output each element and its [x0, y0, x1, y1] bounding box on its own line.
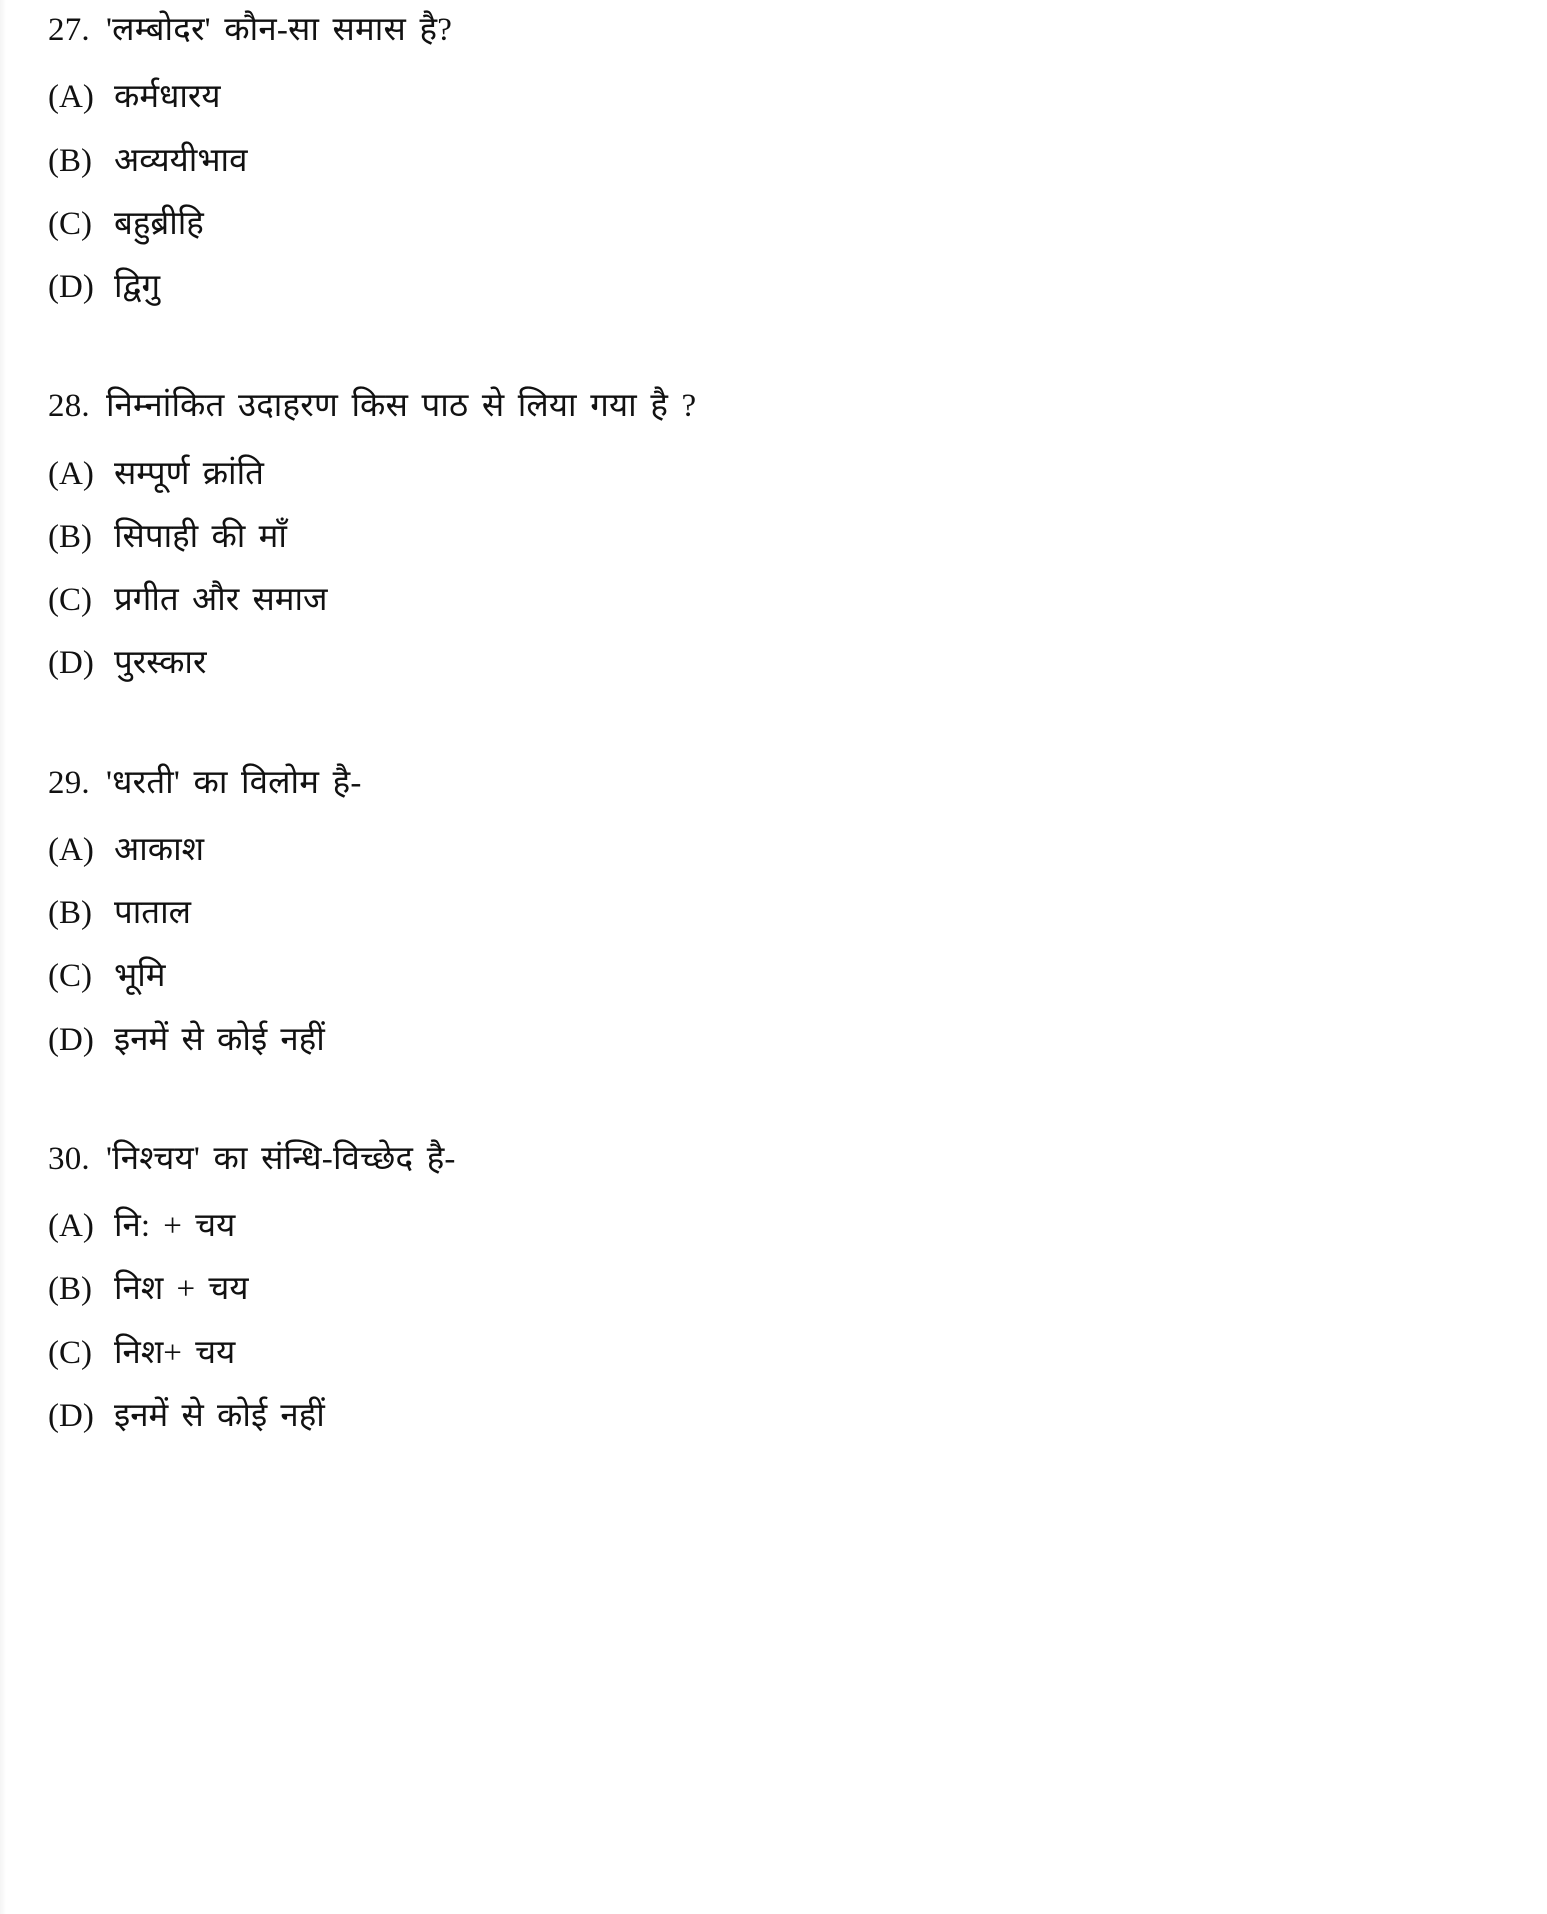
- option-label: (B): [48, 142, 92, 179]
- question-line: [48, 10, 1477, 51]
- question-text: 'धरती' का विलोम है-: [106, 764, 362, 801]
- option-text: कर्मधारय: [114, 79, 221, 116]
- option-row[interactable]: [48, 454, 1477, 495]
- option-text: निश + चय: [114, 1271, 249, 1308]
- question-line: [48, 763, 1477, 804]
- option-row[interactable]: [48, 1333, 1477, 1374]
- option-row[interactable]: [48, 580, 1477, 621]
- option-row[interactable]: [48, 830, 1477, 871]
- option-text: सिपाही की माँ: [114, 518, 287, 555]
- option-text: निश+ चय: [114, 1334, 236, 1371]
- option-label: (C): [48, 1334, 92, 1371]
- option-text: इनमें से कोई नहीं: [114, 1021, 325, 1058]
- option-label: (D): [48, 1021, 94, 1058]
- option-row[interactable]: [48, 893, 1477, 934]
- question-block: [48, 763, 1477, 1061]
- option-text: प्रगीत और समाज: [114, 582, 328, 618]
- option-row[interactable]: [48, 1020, 1477, 1061]
- question-number: 27.: [48, 12, 90, 48]
- option-text: सम्पूर्ण क्रांति: [114, 455, 264, 492]
- option-label: (C): [48, 958, 92, 995]
- option-label: (D): [48, 269, 94, 305]
- option-row[interactable]: [48, 643, 1477, 684]
- option-row[interactable]: [48, 77, 1477, 118]
- option-text: पाताल: [114, 895, 192, 931]
- question-number: 28.: [48, 388, 90, 425]
- option-row[interactable]: [48, 204, 1477, 245]
- option-label: (C): [48, 205, 92, 242]
- option-row[interactable]: [48, 267, 1477, 308]
- option-label: (A): [48, 455, 94, 492]
- option-label: (A): [48, 831, 94, 868]
- option-row[interactable]: [48, 141, 1477, 182]
- question-number: 30.: [48, 1140, 90, 1177]
- question-line: [48, 1139, 1477, 1180]
- question-number: 29.: [48, 764, 90, 801]
- option-row[interactable]: [48, 1396, 1477, 1437]
- question-block: [48, 386, 1477, 684]
- question-text: 'निश्चय' का संन्धि-विच्छेद है-: [106, 1140, 456, 1177]
- question-text: 'लम्बोदर' कौन-सा समास है?: [106, 12, 453, 48]
- option-label: (B): [48, 518, 92, 555]
- option-label: (A): [48, 79, 94, 116]
- question-line: [48, 386, 1477, 427]
- option-text: पुरस्कार: [114, 645, 207, 682]
- option-row[interactable]: [48, 1269, 1477, 1310]
- option-text: नि: + चय: [114, 1208, 236, 1244]
- option-text: इनमें से कोई नहीं: [114, 1397, 325, 1434]
- option-label: (D): [48, 1397, 94, 1434]
- option-text: बहुब्रीहि: [114, 205, 204, 242]
- option-row[interactable]: [48, 956, 1477, 997]
- option-row[interactable]: [48, 517, 1477, 558]
- option-text: द्विगु: [114, 269, 161, 305]
- option-label: (A): [48, 1208, 94, 1244]
- question-block: [48, 1139, 1477, 1437]
- option-text: भूमि: [114, 958, 166, 995]
- option-row[interactable]: [48, 1206, 1477, 1247]
- option-label: (D): [48, 645, 94, 682]
- question-text: निम्नांकित उदाहरण किस पाठ से लिया गया है ?: [106, 388, 697, 425]
- option-text: आकाश: [114, 831, 205, 868]
- option-text: अव्ययीभाव: [114, 142, 248, 179]
- option-label: (B): [48, 1271, 92, 1308]
- option-label: (C): [48, 582, 92, 618]
- question-block: [48, 10, 1477, 308]
- option-label: (B): [48, 895, 92, 931]
